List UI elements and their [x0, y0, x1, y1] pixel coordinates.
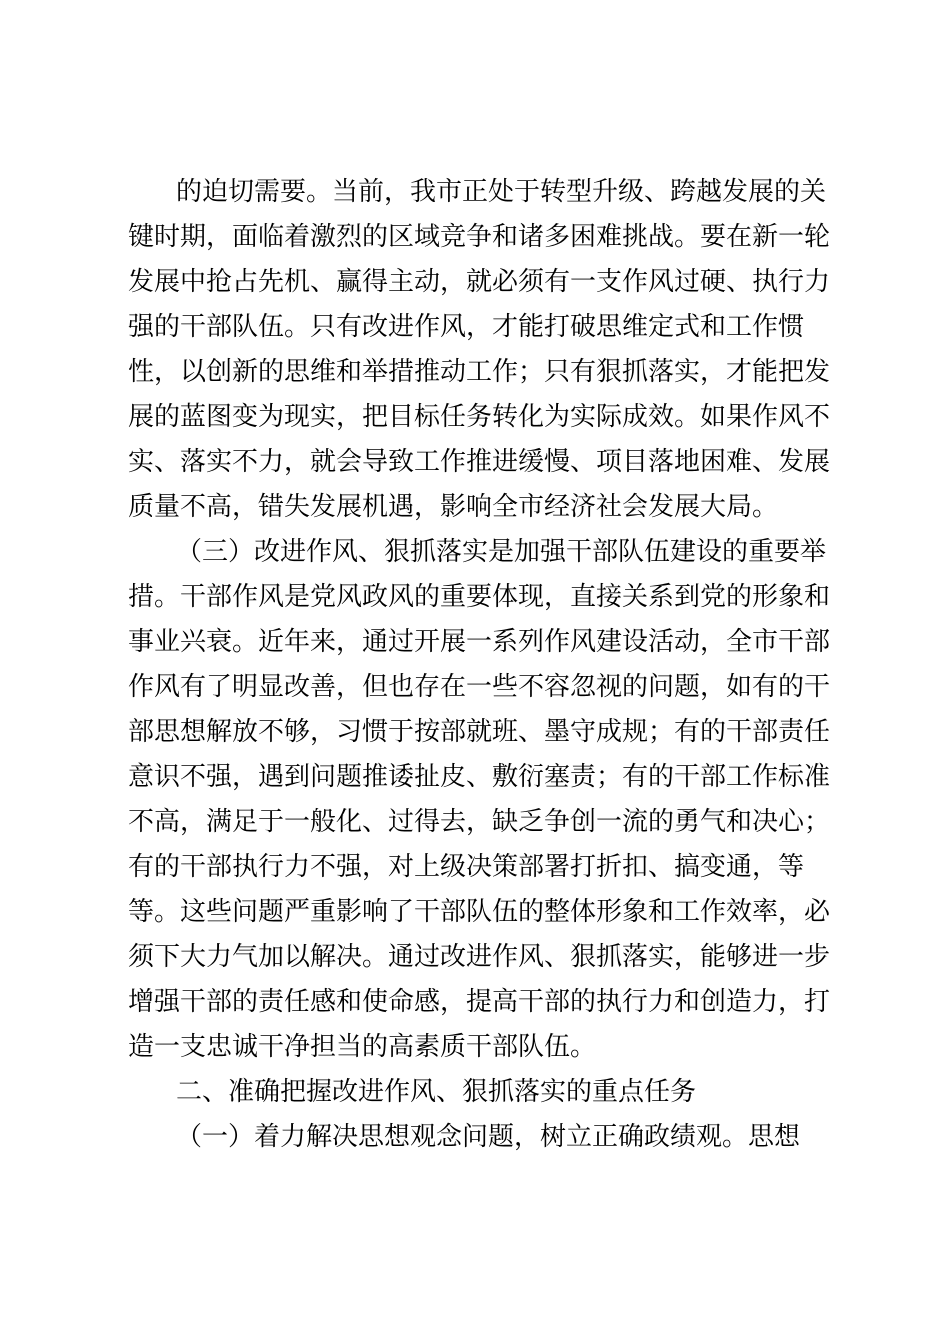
text-line: 造一支忠诚干净担当的高素质干部队伍。 — [128, 1032, 597, 1062]
text-line: 有的干部执行力不强，对上级决策部署打折扣、搞变通，等 — [128, 852, 805, 882]
text-line: 键时期，面临着激烈的区域竞争和诸多困难挑战。要在新一轮 — [128, 222, 831, 252]
text-line: 发展中抢占先机、赢得主动，就必须有一支作风过硬、执行力 — [128, 267, 831, 297]
text-line: 实、落实不力，就会导致工作推进缓慢、项目落地困难、发展 — [128, 447, 831, 477]
paragraph-urgent-need — [128, 170, 831, 530]
subsection-heading: （一）着力解决思想观念问题，树立正确政绩观。思想 — [176, 1122, 801, 1152]
text-line: 部思想解放不够，习惯于按部就班、墨守成规；有的干部责任 — [128, 717, 831, 747]
text-line: 质量不高，错失发展机遇，影响全市经济社会发展大局。 — [128, 492, 779, 522]
text-line: 增强干部的责任感和使命感，提高干部的执行力和创造力，打 — [128, 987, 831, 1017]
text-line: 措。干部作风是党风政风的重要体现，直接关系到党的形象和 — [128, 582, 831, 612]
text-line: 须下大力气加以解决。通过改进作风、狠抓落实，能够进一步 — [128, 942, 831, 972]
text-line: 的迫切需要。当前，我市正处于转型升级、跨越发展的关 — [176, 177, 827, 207]
text-line: 事业兴衰。近年来，通过开展一系列作风建设活动，全市干部 — [128, 627, 831, 657]
paragraph-cadre-team-building — [128, 530, 831, 1070]
text-line: 强的干部队伍。只有改进作风，才能打破思维定式和工作惯 — [128, 312, 805, 342]
text-line: 作风有了明显改善，但也存在一些不容忽视的问题，如有的干 — [128, 672, 831, 702]
text-line: 性，以创新的思维和举措推动工作；只有狠抓落实，才能把发 — [128, 357, 831, 387]
section-heading: 二、准确把握改进作风、狠抓落实的重点任务 — [176, 1077, 697, 1107]
text-line: 不高，满足于一般化、过得去，缺乏争创一流的勇气和决心； — [128, 807, 831, 837]
text-line: 展的蓝图变为现实，把目标任务转化为实际成效。如果作风不 — [128, 402, 831, 432]
text-line: （三）改进作风、狠抓落实是加强干部队伍建设的重要举 — [176, 537, 827, 567]
document-body — [128, 170, 831, 1160]
text-line: 等。这些问题严重影响了干部队伍的整体形象和工作效率，必 — [128, 897, 831, 927]
text-line: 意识不强，遇到问题推诿扯皮、敷衍塞责；有的干部工作标准 — [128, 762, 831, 792]
